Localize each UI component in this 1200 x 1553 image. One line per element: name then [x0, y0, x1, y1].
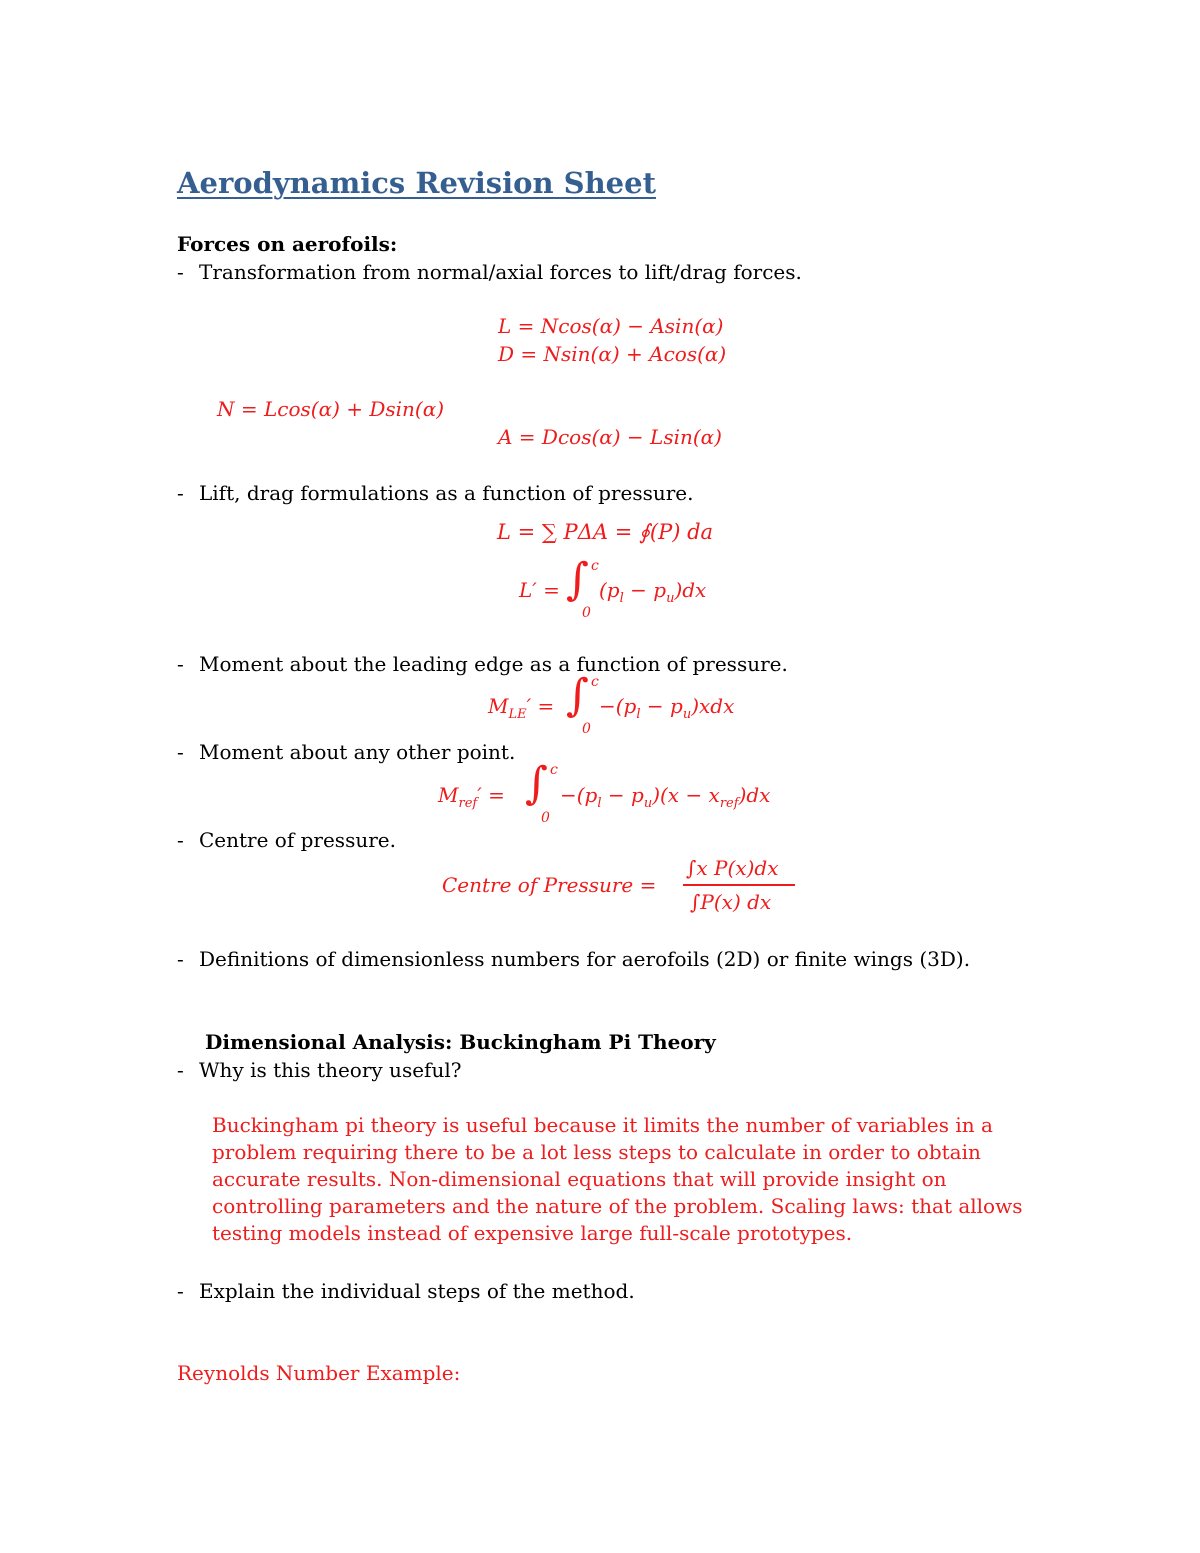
integral-lower-limit: 0 [582, 721, 591, 737]
answer-line: accurate results. Non-dimensional equations that will provide insight on [212, 1167, 947, 1191]
equation-moment-le-integrand: $-(p_l - p_u)xdx$ [599, 694, 735, 722]
bullet-text: Transformation from normal/axial forces to lift/drag forces. [199, 260, 802, 284]
bullet-moment-other [177, 740, 515, 764]
integral-upper-limit: c [550, 762, 558, 778]
equation-drag: D = Nsin(α) + Acos(α) [498, 342, 727, 366]
equation-axial: A = Dcos(α) − Lsin(α) [498, 425, 722, 449]
bullet-text: Lift, drag formulations as a function of pressure. [199, 481, 694, 505]
page-title: Aerodynamics Revision Sheet [177, 166, 656, 200]
bullet-text: Definitions of dimensionless numbers for aerofoils (2D) or finite wings (3D). [199, 947, 971, 971]
equation-moment-ref-integrand: $-(p_l - p_u)(x - x_{ref})dx$ [560, 783, 771, 811]
bullet-text: Moment about the leading edge as a function of pressure. [199, 652, 788, 676]
bullet-why-useful [177, 1058, 461, 1082]
bullet-dimensionless-numbers [177, 947, 970, 971]
equation-moment-le-integral: ∫ [566, 670, 589, 721]
answer-line: controlling parameters and the nature of the problem. Scaling laws: that allows [212, 1194, 1023, 1218]
answer-line: problem requiring there to be a lot less steps to calculate in order to obtain [212, 1140, 981, 1164]
integral-upper-limit: c [591, 558, 599, 574]
bullet-dash: - [177, 1058, 184, 1082]
section-heading-dimensional-analysis: Dimensional Analysis: Buckingham Pi Theory [205, 1030, 716, 1054]
bullet-dash: - [177, 481, 184, 505]
equation-moment-le-lhs: $M_{LE}'$ = [488, 694, 555, 722]
bullet-dash: - [177, 740, 184, 764]
answer-line: testing models instead of expensive large full-scale prototypes. [212, 1221, 853, 1245]
equation-lift-prime-integrand: $(p_l - p_u)dx$ [599, 578, 707, 606]
equation-lift-prime-lhs: L′ = [519, 578, 560, 602]
bullet-text: Why is this theory useful? [199, 1058, 462, 1082]
bullet-explain-steps [177, 1279, 635, 1303]
integral-upper-limit: c [591, 674, 599, 690]
integral-lower-limit: 0 [541, 810, 550, 826]
bullet-text: Moment about any other point. [199, 740, 516, 764]
equation-cop-denominator: ∫P(x) dx [690, 890, 772, 914]
bullet-centre-pressure [177, 828, 396, 852]
bullet-lift-drag-pressure [177, 481, 694, 505]
integral-lower-limit: 0 [582, 605, 591, 621]
equation-lift-prime-integral: ∫ [566, 554, 589, 605]
answer-paragraph [212, 1112, 1022, 1247]
bullet-text: Explain the individual steps of the method. [199, 1279, 635, 1303]
bullet-dash: - [177, 260, 184, 284]
answer-line: Buckingham pi theory is useful because it limits the number of variables in a [212, 1113, 993, 1137]
equation-cop-numerator: ∫x P(x)dx [686, 856, 779, 880]
bullet-dash: - [177, 828, 184, 852]
equation-normal: N = Lcos(α) + Dsin(α) [217, 397, 445, 421]
fraction-bar [683, 884, 795, 886]
bullet-dash: - [177, 947, 184, 971]
equation-lift-sum: L = ∑ PΔA = ∮(P) da [497, 520, 714, 544]
bullet-dash: - [177, 1279, 184, 1303]
bullet-text: Centre of pressure. [199, 828, 396, 852]
bullet-moment-le [177, 652, 788, 676]
section-heading-forces: Forces on aerofoils: [177, 232, 398, 256]
equation-moment-ref-integral: ∫ [525, 758, 548, 809]
equation-moment-ref-lhs: $M_{ref}'$ = [438, 783, 505, 811]
equation-cop-lhs: Centre of Pressure = [442, 873, 657, 897]
bullet-dash: - [177, 652, 184, 676]
reynolds-heading: Reynolds Number Example: [177, 1361, 461, 1385]
bullet-transformation [177, 260, 802, 284]
equation-lift: L = Ncos(α) − Asin(α) [498, 314, 724, 338]
